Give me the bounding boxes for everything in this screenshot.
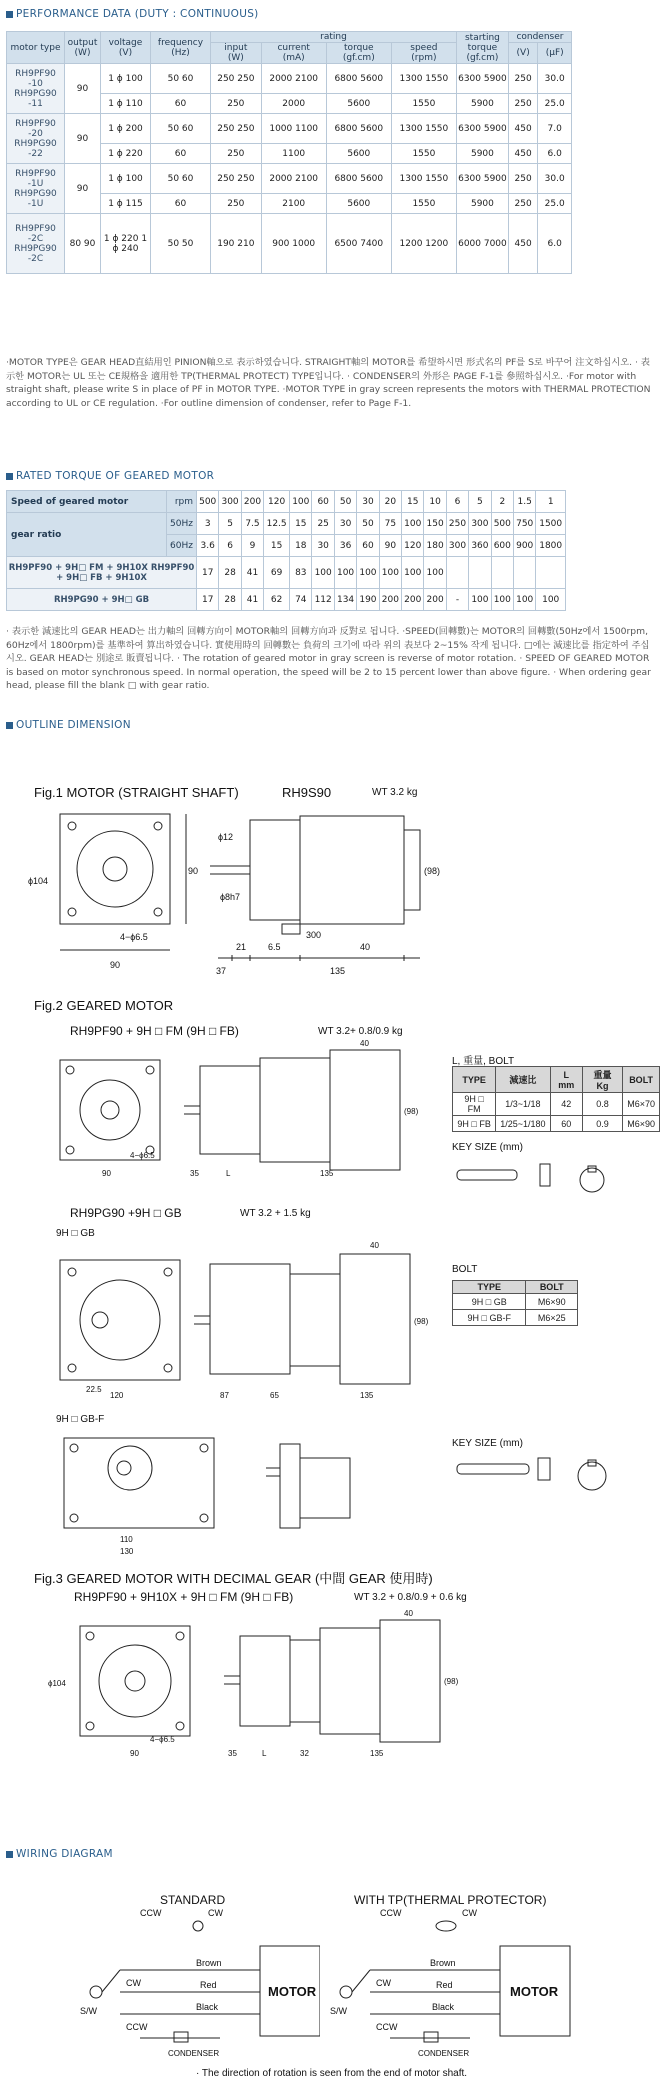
wiring-tp-diagram bbox=[330, 1906, 590, 2066]
wiring-std-black: Black bbox=[196, 2002, 219, 2012]
wiring-std-condenser: CONDENSER bbox=[168, 2049, 220, 2058]
table-row: RH9PF90 -10 RH9PG90 -11 90 1 ϕ 100 50 60 250 250 2000 2100 6800 5600 1300 1550 6300 5900 250 30.0 bbox=[7, 64, 572, 94]
fig2-gb-dim-40: 40 bbox=[370, 1241, 379, 1250]
rated-torque-note: · 表示한 減速比의 GEAR HEAD는 出力軸의 回轉方向이 MOTOR軸의 回轉方向과 反對로 됩니다. ·SPEED(回轉數)는 MOTOR의 回轉數(50Hz에서 1500rpm, 60Hz에서 1800rpm)를 基準하여 算出하였습니다. 實使用時의 回轉數는 負荷의 크기에 따라 위의 表보다 2~15% 작게 됩니다. □에는 減速比를 指定하여 주십시오. GEAR HEAD는 別途로 販賣됩니다. · The rotation of geared motor in gray screen is reverse of motor rotation. · SPEED OF GEARED MOTOR is based on motor synchronous speed. In normal operation, the speed will be 2 to 15 percent lower than above figure. · When ordering gear head, please fill the blank □ with gear ratio. bbox=[6, 626, 651, 691]
fig1-dim-37: 37 bbox=[216, 966, 227, 976]
fig1-dim-w90: 90 bbox=[110, 960, 121, 970]
fig1-dim-6-5: 6.5 bbox=[268, 942, 281, 952]
fig2-weight-gb: WT 3.2 + 1.5 kg bbox=[240, 1208, 311, 1219]
fig3-dim-phi104: ϕ104 bbox=[48, 1679, 66, 1688]
fig2-dim-87: 87 bbox=[220, 1391, 229, 1400]
section-rated-torque: RATED TORQUE OF GEARED MOTOR bbox=[6, 470, 214, 482]
fig2-dim-L: L bbox=[226, 1169, 231, 1178]
wiring-standard-title: STANDARD bbox=[160, 1893, 226, 1907]
wiring-std-brown: Brown bbox=[196, 1958, 222, 1968]
fig2-dim-35: 35 bbox=[190, 1169, 199, 1178]
fig1-dim-21: 21 bbox=[236, 942, 247, 952]
wiring-tp-brown: Brown bbox=[430, 1958, 456, 1968]
square-bullet-icon bbox=[6, 11, 13, 18]
fig2-gb-drawing bbox=[30, 1240, 450, 1410]
fig1-dim-98: (98) bbox=[424, 866, 441, 876]
table-row: RH9PF90 -2C RH9PG90 -2C 80 90 1 ϕ 220 1 ϕ 240 50 50 190 210 900 1000 6500 7400 1200 1200 6000 7000 450 6.0 bbox=[7, 214, 572, 274]
wiring-note: · The direction of rotation is seen from the end of motor shaft. bbox=[196, 2068, 468, 2079]
fig1-model: RH9S90 bbox=[282, 785, 332, 800]
key-size-label-2: KEY SIZE (mm) bbox=[452, 1438, 523, 1449]
fig3-drawing bbox=[40, 1606, 480, 1766]
section-wiring-diagram: WIRING DIAGRAM bbox=[6, 1848, 113, 1860]
bolt-title: BOLT bbox=[452, 1264, 478, 1275]
wiring-tp-cw-label: CW bbox=[462, 1908, 477, 1918]
bolt-table: TYPE BOLT 9H □ GB M6×90 9H □ GB-F M6×25 bbox=[452, 1280, 578, 1326]
wiring-std-cw: CW bbox=[126, 1978, 141, 1988]
fig3-dim-w90: 90 bbox=[130, 1749, 139, 1758]
fig2-sub-gbf: 9H □ GB-F bbox=[56, 1414, 105, 1425]
section-outline-dimension: OUTLINE DIMENSION bbox=[6, 719, 131, 731]
lbolt-table: TYPE 減速比 L mm 重量 Kg BOLT 9H □ FM 1/3~1/18 42 0.8 M6×70 9H □ FB 1/25~1/180 60 0.9 M6×90 bbox=[452, 1066, 660, 1132]
key-size-drawing bbox=[452, 1158, 632, 1218]
fig1-dim-shaft: ϕ8h7 bbox=[220, 892, 241, 902]
wiring-std-ccw: CCW bbox=[126, 2022, 148, 2032]
rated-torque-table: Speed of geared motor rpm 500 300 200 120 100 60 50 30 20 15 10 6 5 2 1.5 1 gear ratio 50Hz 3 5 7.5 12.5 15 25 30 50 75 100 150 250 300 500 750 1500 60Hz 3.6 6 9 15 18 30 36 60 90 120 180 300 360 600 900 1800 RH9PF90 + 9H□ FM + 9H10X RH9PF90 + 9H□ FB + 9H10X 17 28 41 69 83 100 100 100 100 100 100 RH9PG90 + 9H□ GB 17 28 41 62 74 112 134 190 200 200 200 - 100 100 100 100 bbox=[6, 490, 566, 611]
key-size-label: KEY SIZE (mm) bbox=[452, 1142, 523, 1153]
fig1-dim-h90: 90 bbox=[188, 866, 199, 876]
fig3-model: RH9PF90 + 9H10X + 9H □ FM (9H □ FB) bbox=[74, 1590, 294, 1604]
fig1-dim-phi104: ϕ104 bbox=[28, 876, 49, 886]
wiring-std-ccw-label: CCW bbox=[140, 1908, 162, 1918]
fig2-model-gb: RH9PG90 +9H □ GB bbox=[70, 1206, 182, 1220]
fig3-dim-35: 35 bbox=[228, 1749, 237, 1758]
fig2-dim-65: 65 bbox=[270, 1391, 279, 1400]
section-performance-data: PERFORMANCE DATA (DUTY : CONTINUOUS) bbox=[6, 8, 259, 20]
table-row: 9H □ FM 1/3~1/18 42 0.8 M6×70 bbox=[453, 1093, 660, 1116]
fig2-dim-98: (98) bbox=[404, 1107, 419, 1116]
fig3-dim-40: 40 bbox=[404, 1609, 413, 1618]
fig3-dim-holes: 4−ϕ6.5 bbox=[150, 1735, 175, 1744]
wiring-std-motor: MOTOR bbox=[268, 1984, 317, 1999]
fig3-dim-98: (98) bbox=[444, 1677, 459, 1686]
fig3-dim-L: L bbox=[262, 1749, 267, 1758]
fig1-drawing bbox=[20, 800, 460, 980]
fig1-dim-phi12: ϕ12 bbox=[218, 832, 234, 842]
wiring-standard-diagram bbox=[80, 1906, 320, 2066]
fig2-dim-120: 120 bbox=[110, 1391, 124, 1400]
table-row: RH9PF90 -20 RH9PG90 -22 90 1 ϕ 200 50 60 250 250 1000 1100 6800 5600 1300 1550 6300 5900 450 7.0 bbox=[7, 114, 572, 144]
fig2-dim-holes: 4−ϕ6.5 bbox=[130, 1151, 155, 1160]
fig3-weight: WT 3.2 + 0.8/0.9 + 0.6 kg bbox=[354, 1592, 467, 1603]
square-bullet-icon bbox=[6, 473, 13, 480]
wiring-tp-cw: CW bbox=[376, 1978, 391, 1988]
table-row: 1 ϕ 110 60 250 2000 5600 1550 5900 250 25.0 bbox=[7, 94, 572, 114]
fig1-dim-40: 40 bbox=[360, 942, 371, 952]
square-bullet-icon bbox=[6, 722, 13, 729]
fig2-sub-gb: 9H □ GB bbox=[56, 1228, 95, 1239]
wiring-tp-condenser: CONDENSER bbox=[418, 2049, 470, 2058]
fig2-dim-110: 110 bbox=[120, 1535, 133, 1544]
fig2-weight-fm: WT 3.2+ 0.8/0.9 kg bbox=[318, 1026, 403, 1037]
fig3-dim-135: 135 bbox=[370, 1749, 384, 1758]
table-row: 9H □ FB 1/25~1/180 60 0.9 M6×90 bbox=[453, 1116, 660, 1132]
fig2-dim-40: 40 bbox=[360, 1040, 369, 1048]
fig2-dim-22-5: 22.5 bbox=[86, 1385, 102, 1394]
fig1-dim-holes: 4−ϕ6.5 bbox=[120, 932, 148, 942]
fig1-title: Fig.1 MOTOR (STRAIGHT SHAFT) bbox=[34, 785, 239, 800]
fig2-dim-135: 135 bbox=[320, 1169, 334, 1178]
wiring-tp-sw: S/W bbox=[330, 2006, 347, 2016]
fig1-dim-300: 300 bbox=[306, 930, 322, 940]
table-row: 1 ϕ 220 60 250 1100 5600 1550 5900 450 6.0 bbox=[7, 144, 572, 164]
fig2-dim-130: 130 bbox=[120, 1547, 134, 1556]
fig1-dim-135: 135 bbox=[330, 966, 346, 976]
fig2-gb-dim-135: 135 bbox=[360, 1391, 374, 1400]
wiring-std-sw: S/W bbox=[80, 2006, 97, 2016]
wiring-tp-red: Red bbox=[436, 1980, 453, 1990]
performance-note: ·MOTOR TYPE은 GEAR HEAD直結用인 PINION軸으로 表示하였습니다. STRAIGHT軸의 MOTOR를 希望하시면 形式名의 PF를 S로 바꾸어 注文하십시오. · 表示한 MOTOR는 UL 또는 CE規格을 適用한 TP(THERMAL PROTECT) TYPE입니다. · CONDENSER의 外形은 PAGE F-1를 參照하십시오. ·For motor with straight shaft, please write S in place of PF in MOTOR TYPE. ·MOTOR TYPE in gray screen represents the motors with THERMAL PROTECTION according to UL or CE regulation. ·For outline dimension of condenser, refer to Page F-1. bbox=[6, 357, 651, 409]
table-row: RH9PF90 -1U RH9PG90 -1U 90 1 ϕ 100 50 60 250 250 2000 2100 6800 5600 1300 1550 6300 5900 250 30.0 bbox=[7, 164, 572, 194]
fig2-fm-drawing bbox=[30, 1040, 450, 1180]
fig3-dim-32: 32 bbox=[300, 1749, 309, 1758]
lbolt-title: L, 重量, BOLT bbox=[452, 1056, 515, 1067]
fig2-model-fm: RH9PF90 + 9H □ FM (9H □ FB) bbox=[70, 1024, 239, 1038]
wiring-std-red: Red bbox=[200, 1980, 217, 1990]
wiring-tp-black: Black bbox=[432, 2002, 455, 2012]
table-row: 9H □ GB-F M6×25 bbox=[453, 1310, 578, 1326]
fig3-title: Fig.3 GEARED MOTOR WITH DECIMAL GEAR (中間 GEAR 使用時) bbox=[34, 1571, 433, 1586]
table-row: 9H □ GB M6×90 bbox=[453, 1294, 578, 1310]
fig2-gb-dim-98: (98) bbox=[414, 1317, 429, 1326]
key-size-drawing-2 bbox=[452, 1452, 632, 1522]
square-bullet-icon bbox=[6, 1851, 13, 1858]
wiring-tp-title: WITH TP(THERMAL PROTECTOR) bbox=[354, 1893, 547, 1907]
fig2-gbf-drawing bbox=[30, 1428, 450, 1558]
table-row: 1 ϕ 115 60 250 2100 5600 1550 5900 250 25.0 bbox=[7, 194, 572, 214]
wiring-tp-ccw: CCW bbox=[376, 2022, 398, 2032]
fig2-dim-w90: 90 bbox=[102, 1169, 111, 1178]
wiring-tp-motor: MOTOR bbox=[510, 1984, 559, 1999]
performance-table: motor type output (W) voltage (V) frequency (Hz) rating starting torque (gf.cm) condenser input (W) current (mA) torque (gf.cm) speed (rpm) (V) (μF) RH9PF90 -10 RH9PG90 -11 90 1 ϕ 100 50 60 250 250 2000 2100 6800 5600 1300 1550 6300 5900 250 30.0 1 ϕ 110 60 250 2000 5600 1550 5900 250 25.0 RH9PF90 -20 RH9PG90 -22 90 1 ϕ 200 50 60 250 250 1000 1100 6800 5600 1300 1550 6300 5900 450 7.0 1 ϕ 220 60 250 1100 5600 1550 5900 450 6.0 RH9PF90 -1U RH9PG90 -1U 90 1 ϕ 100 50 60 250 250 2000 2100 6800 5600 1300 1550 6300 5900 250 30.0 1 ϕ 115 60 250 2100 5600 1550 5900 250 25.0 RH9PF90 -2C RH9PG90 -2C 80 90 1 ϕ 220 1 ϕ 240 50 50 190 210 900 1000 6500 7400 1200 1200 6000 7000 450 6.0 bbox=[6, 31, 572, 274]
wiring-tp-ccw-label: CCW bbox=[380, 1908, 402, 1918]
fig1-weight: WT 3.2 kg bbox=[372, 787, 418, 798]
wiring-std-cw-label: CW bbox=[208, 1908, 223, 1918]
fig2-title: Fig.2 GEARED MOTOR bbox=[34, 998, 174, 1013]
